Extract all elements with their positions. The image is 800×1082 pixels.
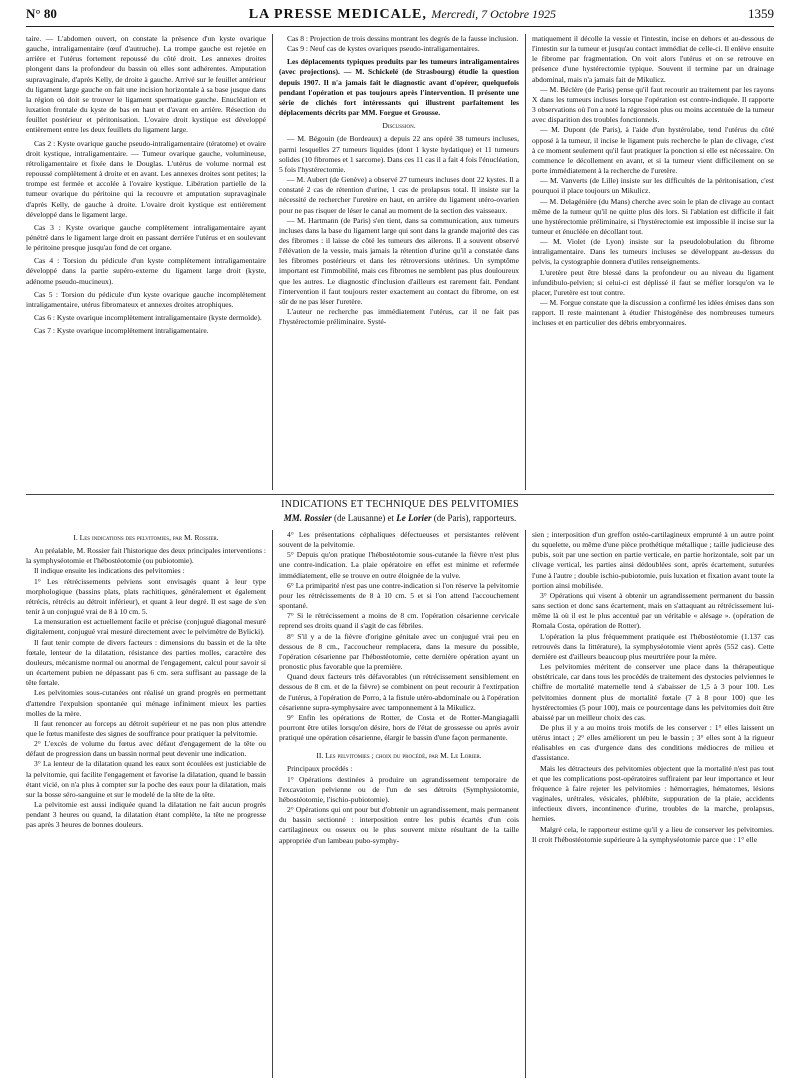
paragraph: 1° Opérations destinées à produire un agrandissement temporaire de l'excavation pelvienne ou de l'un de ses détroits (Symphysiotomie, hébostéotomie, l'ischio-pubiotomie). <box>279 774 519 804</box>
paragraph: La mensuration est actuellement facile et précise (conjugué diagonal mesuré digitalement, conjugué vrai mesuré directement avec le pelvimètre de Bylicki). <box>26 617 266 637</box>
subtitle-text: (de Paris), rapporteurs. <box>431 513 517 523</box>
top-column-3 <box>532 34 774 490</box>
paragraph: Cas 2 : Kyste ovarique gauche pseudo-intraligamentaire (tératome) et ovaire droit kystique, intraligamentaire. — Tumeur ovarique gauche, volumineuse, rétroligamentaire et fixée dans le Douglas. L'utérus de volume normal est repoussé complètement à droite et en avant. Les annexes droites sont petites; la trompe est fermée et accolée à l'ovaire kystique. Libération partielle de la tumeur ovarique du péritoine qui la recouvre et amputation supravaginale d'après Kelly, de gauche à droite. L'ovaire droit kystique est entièrement développé dans le ligament large. <box>26 138 266 219</box>
paragraph: Cas 8 : Projection de trois dessins montrant les degrés de la fausse inclusion. <box>287 34 519 43</box>
paragraph: 1° Les rétrécissements pelviens sont envisagés quant à leur type morphologique (bassins plats, plats rachitiques, généralement et également rétrécis, rétrécis au détroit inférieur), et quant à leur degré. Il est sage de s'en tenir à un conjugué vrai de 8 à 10 cm. 5. <box>26 576 266 617</box>
subsection-heading: II. Les pelvitomies ; choix du procédé, par M. Le Lorier. <box>316 751 482 761</box>
paragraph: 8° S'il y a de la fièvre d'origine génitale avec un conjugué vrai peu en dessous de 8 cm., l'accoucheur remplacera, dans la mesure du possible, l'opération césarienne par l'hébostéotomie, cette dernière opération ayant un pronostic plus favorable que la première. <box>279 631 519 672</box>
paragraph: L'auteur ne recherche pas immédiatement l'utérus, car il ne fait pas l'hystérectomie préliminaire. Systé- <box>279 307 519 327</box>
page-number: 1359 <box>747 6 774 21</box>
column-rule <box>525 34 526 490</box>
paragraph: Au préalable, M. Rossier fait l'historique des deux principales interventions : la symphyséotomie et l'hébostéotomie (ou pubiotomie). <box>26 546 266 566</box>
journal-name: LA PRESSE MEDICALE, <box>248 7 427 22</box>
top-column-2 <box>279 34 519 490</box>
paragraph: sien ; interposition d'un greffon ostéo-cartilagineux emprunté à un autre point du squelette, ou même d'une pièce prothétique métallique ; taille judicieuse des pubis, soit par une section en partie verticale, en partie horizontale, soit par un clivage vertical, les parties ainsi dédoublées sont, après écartement, suturées l'une à l'autre ; double ischio-pubiotomie, puis luxation et fixation avant toute la portion ainsi mobilisée. <box>532 530 774 590</box>
issue-number: N° 80 <box>26 6 57 21</box>
section-title: INDICATIONS ET TECHNIQUE DES PELVITOMIES <box>281 499 519 510</box>
paragraph: matiquement il décolle la vessie et l'intestin, incise en dehors et au-dessous de l'intestin sur la tumeur et jusqu'au contact immédiat de celle-ci. Il enlève ensuite le fibrome par fragmentation. On voit alors l'utérus et on se retrouve en présence d'une hystérectomie typique. Souvent il termine par un drainage abdominal, mais n'a jamais fait de Mikulicz. <box>532 34 774 84</box>
paragraph: 7° Si le rétrécissement a moins de 8 cm. l'opération césarienne cervicale reprend ses droits quand il s'agit de cas fébriles. <box>279 611 519 631</box>
paragraph: La pelvitomie est aussi indiquée quand la dilatation ne fait aucun progrès pendant 3 heures ou quand, la dilatation étant complète, la tête ne progresse pas après 3 heures de bonnes douleurs. <box>26 800 266 830</box>
paragraph: taire. — L'abdomen ouvert, on constate la présence d'un kyste ovarique gauche, intraligamentaire (œuf d'autruche). La trompe gauche est rejetée en arrière et l'utérus fortement repoussé du côté droit. Les annexes droites plongent dans la profondeur du bassin où elles sont adhérentes. Amputation supravaginale, d'après Kelly, de droite à gauche. Arrivé sur le feuillet antérieur du ligament large gauche on fait une incision horizontale à sa base jusque dans la région où doit se trouver le ligament spermatique gauche. Enucléation et luxation frontale du kyste de bas en haut et d'avant en arrière. Résection du feuillet postérieur et péritonisation. L'ovaire droit kystique est développé entièrement entre les deux feuillets du ligament large. <box>26 34 266 135</box>
paragraph: 6° La primiparité n'est pas une contre-indication si l'on réserve la pelvitomie pour les rétrécissements de 8 à 10 cm. 5 et si l'on attend l'accouchement spontané. <box>279 580 519 611</box>
paragraph: — M. Violet (de Lyon) insiste sur la pseudolobulation du fibrome intraligamentaire. Dans les tumeurs incluses se développant au-dessus du pelvis, la cystographie donnera d'utiles renseignements. <box>532 237 774 267</box>
column-rule <box>272 34 273 490</box>
bottom-column-2 <box>279 530 519 1078</box>
paragraph: De plus il y a au moins trois motifs de les conserver : 1° elles laissent un utérus intact ; 2° elles améliorent un peu le bassin ; 3° elles sont à la rigueur réalisables en cas d'urgence dans des conditions médiocres de milieu et d'assistance. <box>532 722 774 763</box>
paragraph: Malgré cela, le rapporteur estime qu'il y a lieu de conserver les pelvitomies. Il croit l'hébostéotomie supérieure à la symphyséotomie parce que : 1° elle <box>532 824 774 844</box>
page-header <box>26 6 774 27</box>
paragraph: Il faut tenir compte de divers facteurs : dimensions du bassin et de la tête fœtale, lenteur de la dilatation, résistance des parties molles, caractère des douleurs, mécanisme normal ou anormal de l'engagement, calcul pour savoir si un écartement pubien ne dépassant pas 6 cm. sera suffisant au passage de la tête fœtale. <box>26 637 266 688</box>
paragraph: 2° Opérations qui ont pour but d'obtenir un agrandissement, mais permanent du bassin sectionné : interposition entre les pubis écartés d'un cois cartilagineux ou osseux ou le plus souvent mixte résultant de la taille appropriée d'un lambeau pubo-symphy- <box>279 805 519 845</box>
top-column-1 <box>26 34 266 490</box>
paragraph: Les déplacements typiques produits par les tumeurs intraligamentaires (avec projections). — M. Schickelé (de Strasbourg) étudie la question depuis 1907. Il n'a jamais fait le diagnostic avant d'opérer, quelquefois pendant l'opération et pas toujours après l'intervention. Il présente une série de clichés fort intéressants qui illustrent parfaitement les déplacements décrits par MM. Forgue et Grousse. <box>279 57 519 118</box>
paragraph: 3° Opérations qui visent à obtenir un agrandissement permanent du bassin sans section et donc sans écartement, mais en s'attaquant au rétrécissement lui-même là où il est le plus accentué par un véritable « alésage ». (opération de Romala Costa, opération de Rotter). <box>532 590 774 631</box>
paragraph: 3° La lenteur de la dilatation quand les eaux sont écoulées est justiciable de la pelvitomie, qui facilite l'engagement et favorise la dilatation, quand le bassin étant vicié, on n'a plus à compter sur la poche des eaux pour la dilatation, mais sur la bosse séro-sanguine et sur le modelé de la tête de la tête. <box>26 759 266 799</box>
paragraph: Les pelvitomies sous-cutanées ont réalisé un grand progrès en permettant d'attendre l'expulsion spontanée qui ménage infiniment mieux les parties molles de la mère. <box>26 688 266 718</box>
paragraph: Il faut renoncer au forceps au détroit supérieur et ne pas non plus attendre que le fœtus manifeste des signes de souffrance pour pratiquer la pelvitomie. <box>26 718 266 738</box>
paragraph: 4° Les présentations céphaliques défectueuses et persistantes relèvent souvent de la pelvitomie. <box>279 530 519 550</box>
subsection-heading: I. Les indications des pelvitomies, par M. Rossier. <box>73 533 219 542</box>
paragraph: Cas 9 : Neuf cas de kystes ovariques pseudo-intraligamentaires. <box>287 44 480 54</box>
paragraph: Cas 5 : Torsion du pédicule d'un kyste ovarique gauche incomplètement intraligamentaire, utérus fibromateux et annexes droites atrophiques. <box>26 289 266 309</box>
paragraph: L'opération la plus fréquemment pratiquée est l'hébostéotomie (1.137 cas retrouvés dans la littérature), la symphyséotomie vient après (552 cas). Cette dernière est d'ailleurs beaucoup plus meurtrière pour la mère. <box>532 631 774 661</box>
rapporteur-name: Le Lorier <box>396 513 432 523</box>
paragraph: — M. Forgue constate que la discussion a confirmé les idées émises dans son rapport. Il reste maintenant à étudier l'histogénèse des nombreuses tumeurs incluses et en particulier des débris embryonnaires. <box>532 298 774 328</box>
column-rule <box>272 530 273 1078</box>
issue-date: Mercredi, 7 Octobre 1925 <box>431 7 557 21</box>
section-rule <box>26 494 774 495</box>
paragraph: 5° Depuis qu'on pratique l'hébostéotomie sous-cutanée la fièvre n'est plus une contre-indication. La plaie opératoire en effet est minime et refermée immédiatement, elle se trouve en outre éloignée de la vulve. <box>279 550 519 580</box>
column-rule <box>525 530 526 1078</box>
paragraph: Principaux procédés : <box>287 764 353 774</box>
paragraph: Cas 6 : Kyste ovarique incomplètement intraligamentaire (kyste dermoïde). <box>34 313 262 323</box>
paragraph: 2° L'excès de volume du fœtus avec défaut d'engagement de la tête ou défaut de progression dans un bassin normal peut devenir une indication. <box>26 739 266 759</box>
bottom-column-1 <box>26 530 266 1078</box>
bottom-column-3 <box>532 530 774 1078</box>
paragraph: — M. Aubert (de Genève) a observé 27 tumeurs incluses dont 22 kystes. Il a constaté 2 cas de rétention d'urine, 1 cas de prolapsus total. Il insiste sur la nécessité de rechercher l'uretère en haut, en arrière du ligament utéro-ovarien pour ne pas risquer de léser le canal au moment de la section des vaisseaux. <box>279 175 519 215</box>
paragraph: L'uretère peut être blessé dans la profondeur ou au niveau du ligament infundibulo-pelvien; si celui-ci est déplissé il faut se méfier lorsqu'on va le placer, l'uretère est tout contre. <box>532 267 774 297</box>
paragraph: Cas 4 : Torsion du pédicule d'un kyste complètement intraligamentaire développé dans la partie supéro-externe du ligament large droit (kyste, adénome pseudo-mucineux). <box>26 256 266 286</box>
subtitle-text: (de Lausanne) et <box>331 513 397 523</box>
paragraph: — M. Delagénière (du Mans) cherche avec soin le plan de clivage au contact même de la tumeur qu'il ne quitte plus dès lors. Si l'ablation est difficile il fait une hystérectomie préliminaire, si l'hystérectomie est impossible il incise sur la tumeur et énucléée en décollant tout. <box>532 196 774 236</box>
paragraph: 9° Enfin les opérations de Rotter, de Costa et de Rotter-Mangiagalli pourront être utiles lorsqu'on désire, hors de l'état de grossesse ou après avoir pratiqué une opération césarienne, élargir le bassin d'une façon permanente. <box>279 712 519 743</box>
paragraph: — M. Vanverts (de Lille) insiste sur les difficultés de la péritonisation, c'est pourquoi il place toujours un Mikulicz. <box>532 176 774 196</box>
paragraph: — M. Béclère (de Paris) pense qu'il faut recourir au traitement par les rayons X dans les tumeurs incluses lorsque l'opération est contre-indiquée. Il rapporte 3 observations où l'on a noté la régression plus ou moins accentuée de la tumeur avec disparition des troubles fonctionnels. <box>532 84 774 125</box>
paragraph: Quand deux facteurs très défavorables (un rétrécissement sensiblement en dessous de 8 cm. et de la fièvre) se combinent on peut recourir à l'extirpation de l'utérus, à l'opération de Porro, à la fistule utéro-abdominale ou à l'opération césarienne supra-symphysaire avec tamponnement à la Mikulicz. <box>279 672 519 712</box>
paragraph: Les pelvitomies méritent de conserver une place dans la thérapeutique obstétricale, car dans tous les procédés de traitement des dystocies pelviennes le chiffre de mortalité maternelle tend à s'abaisser de 1,5 à 3 pour 100. Les pelvitomies donnent plus de mortalité fœtale (7 à 8 pour 100) que les hystérectomies (5 pour 100), mais ce pourcentage dans les pelvitomies doit être abaissé par un meilleur choix des cas. <box>532 662 774 722</box>
paragraph: Mais les détracteurs des pelvitomies objectent que la mortalité n'est pas tout et que les complications post-opératoires suffiraient par leur importance et leur fréquence à faire rejeter les pelvitomies : hémorragies, hématomes, lésions vaginales, urétrales, vésicales, phlébite, suppuration de la plaie, accidents infectieux divers, incontinence d'urine, troubles de la marche, prolapsus, hernies. <box>532 763 774 824</box>
discussion-heading: Discussion. <box>382 121 416 131</box>
paragraph: Cas 7 : Kyste ovarique incomplètement intraligamentaire. <box>34 326 209 336</box>
paragraph: — M. Dupont (de Paris), à l'aide d'un hystérolabe, tend l'utérus du côté opposé à la tumeur, il incise le ligament puis recherche le plan de clivage, c'est à ce moment seulement qu'il faut pratiquer la ponction si elle est nécessaire. On commence le décollement en avant, et si la tumeur vient difficilement on se porte immédiatement à la recherche de l'uretère. <box>532 125 774 176</box>
paragraph: — M. Bégouin (de Bordeaux) a depuis 22 ans opéré 38 tumeurs incluses, parmi lesquelles 27 tumeurs liquides (dont 1 kyste hydatique) et 11 tumeurs solides (10 fibromes et 1 sarcome). Dans ces 11 cas il a fait 4 fois l'énucléation, 5 fois l'hystérectomie. <box>279 134 519 174</box>
paragraph: — M. Hartmann (de Paris) s'en tient, dans sa communication, aux tumeurs incluses dans la base du ligament large qui sont dans la grande majorité des cas des fibromes : il laisse de côté les tumeurs des ailerons. Il a souvent observé l'élévation de la vessie, mais jamais la rétention d'urine qu'il a constatée dans les fibromes postérieurs et dans les rétroversions utérines. Un symptôme important est l'immobilité, mais ces fibromes ne semblent pas plus douloureux que les autres. Le diagnostic d'inclusion d'ailleurs est rarement fait. Pendant l'intervention il faut toujours rester exactement au contact du fibrome, on est sûr de ne pas léser l'uretère. <box>279 215 519 306</box>
paragraph: Il indique ensuite les indications des pelvitomies : <box>34 566 185 576</box>
masthead <box>249 7 556 23</box>
paragraph: Cas 3 : Kyste ovarique gauche complètement intraligamentaire ayant pénétré dans le ligament large droit en passant derrière l'utérus et en soulevant le péritoine presque jusqu'au fond de cet organe. <box>26 222 266 253</box>
section-subtitle <box>26 513 774 523</box>
rapporteur-name: MM. Rossier <box>283 513 332 523</box>
